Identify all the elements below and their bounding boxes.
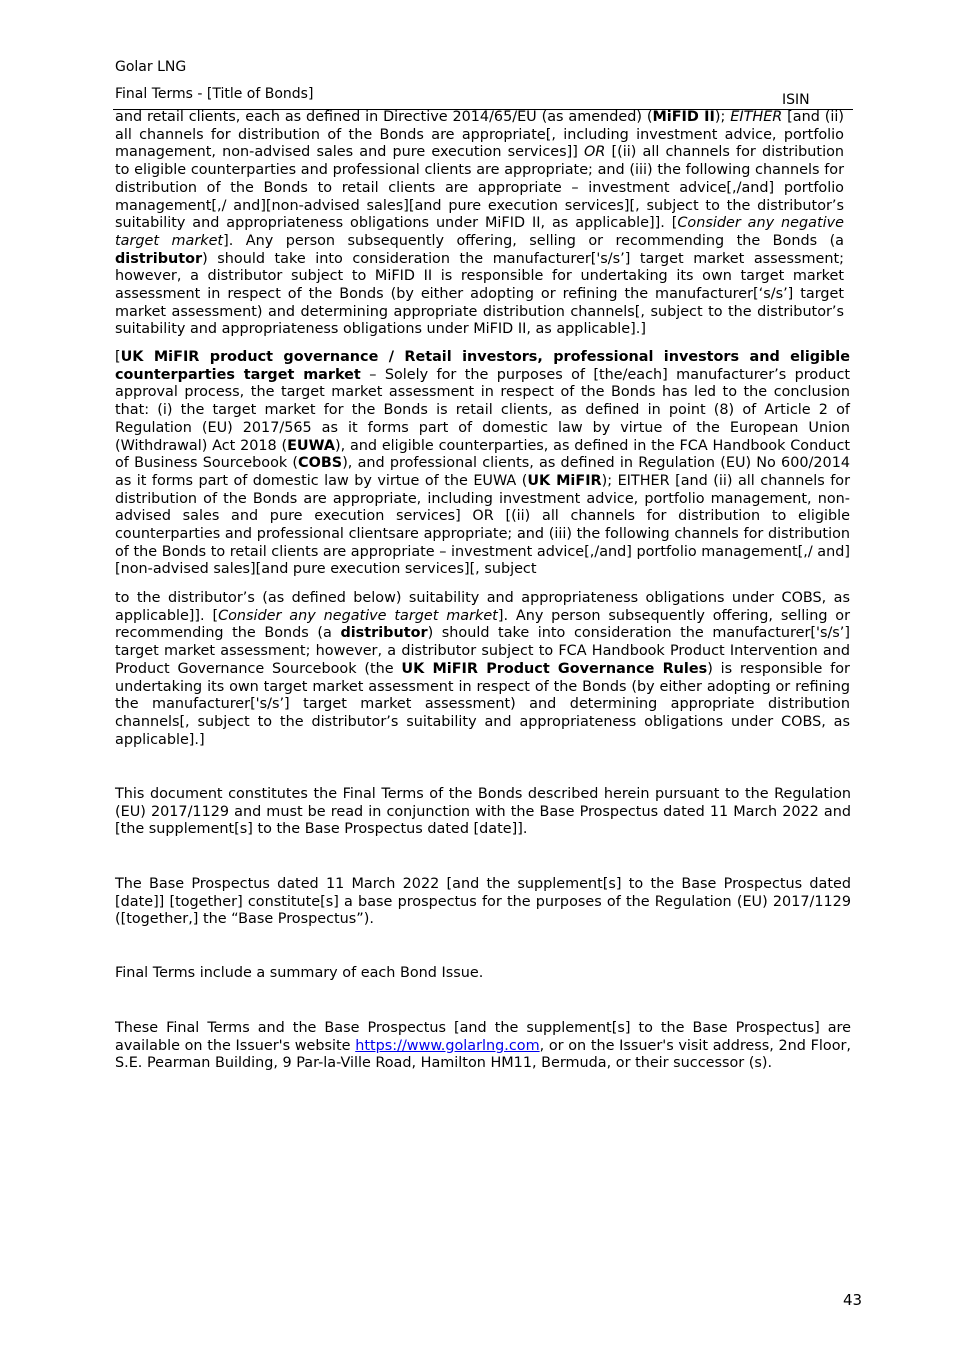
- italic-text: EITHER: [730, 109, 783, 125]
- distributor-paragraph: [115, 590, 850, 749]
- text-run: , or on the Issuer's visit address, 2nd Floor, S.E. Pearman Building, 9 Par-la-Ville Road, Hamilton HM11, Bermuda, or their successor (s).: [115, 1037, 851, 1072]
- text-run: Final Terms include a summary of each Bond Issue.: [115, 965, 484, 981]
- defined-term: COBS: [298, 455, 343, 472]
- text-run: [and (ii) all channels for distribution of the Bonds are appropriate[, including investment advice, portfolio management, non-advised sales and pure execution services]]: [115, 109, 844, 161]
- text-run: These Final Terms and the Base Prospectus [and the supplement[s] to the Base Prospectus] are available on the Issuer's website: [115, 1020, 851, 1054]
- text-run: ), and eligible counterparties, as defined in the FCA Handbook Conduct of Business Sourcebook (: [115, 437, 850, 472]
- text-run: [(ii) all channels for distribution to eligible counterparties and professional clients are appropriate; and (iii) the following channels for distribution of the Bonds to retail clients are appropriate – investment advice[,/and] portfolio management[,/ and][non-advised sales][and pure execution services][, subject to the distributor’s suitability and appropriateness obligations under MiFID II, as applicable]]. [: [115, 144, 844, 232]
- text-run: [: [115, 349, 121, 365]
- defined-term: UK MiFIR: [527, 472, 602, 489]
- text-run: ) is responsible for undertaking its own target market assessment in respect of the Bonds (by either adopting or refining the manufacturer['s/s’] target market assessment) and determining appropriate distribution channels[, subject to the distributor’s suitability and appropriateness obligations under COBS, as applicable].]: [115, 660, 850, 748]
- text-run: ) should take into consideration the manufacturer['s/s’] target market assessment; however, a distributor subject to MiFID II is responsible for undertaking its own target market assessment in respect of the Bonds (by either adopting or refining the manufacturer[‘s/s’] target market assessment) and determining appropriate distribution channels[, subject to the distributor’s suitability and appropriateness obligations under MiFID II, as applicable].]: [115, 250, 844, 338]
- text-run: The Base Prospectus dated 11 March 2022 [and the supplement[s] to the Base Prospectus dated [date]] [together] constitute[s] a base prospectus for the purposes of the Regulation (EU) 2017/1129 ([together,] the “Base Prospectus”).: [115, 876, 851, 928]
- text-run: and retail clients, each as defined in Directive 2014/65/EU (as amended) (: [115, 109, 653, 125]
- issuer-website-link[interactable]: https://www.golarlng.com: [355, 1037, 540, 1054]
- text-run: );: [714, 109, 731, 125]
- mifid-ii-paragraph: [115, 109, 844, 339]
- final-terms-paragraph: [115, 786, 851, 839]
- text-run: ]. Any person subsequently offering, selling or recommending the Bonds (a: [223, 232, 845, 249]
- text-run: – Solely for the purposes of [the/each] manufacturer’s product approval process, the target market assessment in respect of the Bonds has led to the conclusion that: (i) the target market for the Bonds is retail clients, as defined in point (8) of Article 2 of Regulation (EU) 2017/565 as it forms part of domestic law by virtue of the European Union (Withdrawal) Act 2018 (: [115, 366, 850, 454]
- text-run: This document constitutes the Final Terms of the Bonds described herein pursuant to the Regulation (EU) 2017/1129 and must be read in conjunction with the Base Prospectus dated 11 March 2022 and [the supplement[s] to the Base Prospectus dated [date]].: [115, 786, 851, 838]
- defined-term: UK MiFIR product governance / Retail investors, professional investors and eligible counterparties target market: [115, 349, 850, 383]
- company-name: Golar LNG: [115, 59, 187, 75]
- document-title: Final Terms - [Title of Bonds]: [115, 86, 314, 102]
- defined-term: UK MiFIR Product Governance Rules: [401, 660, 708, 677]
- summary-paragraph: [115, 965, 851, 983]
- isin-label: ISIN: [782, 92, 810, 108]
- text-run: ]. Any person subsequently offering, selling or recommending the Bonds (a: [115, 607, 851, 642]
- text-run: ); EITHER [and (ii) all channels for distribution of the Bonds are appropriate, including investment advice, portfolio management, non-advised sales and pure execution services] OR [(ii) all channels for distribution to eligible counterparties and professional clientsare appropriate; and (iii) the following channels for distribution of the Bonds to retail clients are appropriate – investment advice[,/and] portfolio management[,/ and][non-advised sales][and pure execution services][, subject: [115, 472, 850, 578]
- italic-text: Consider any negative target market: [218, 607, 498, 624]
- text-run: ) should take into consideration the manufacturer['s/s’] target market assessment; however, a distributor subject to FCA Handbook Product Intervention and Product Governance Sourcebook (the: [115, 625, 850, 677]
- defined-term: EUWA: [287, 437, 335, 454]
- page-number: 43: [843, 1291, 863, 1309]
- defined-term: MiFID II: [652, 109, 715, 125]
- defined-term: distributor: [340, 625, 428, 642]
- availability-paragraph: [115, 1020, 851, 1073]
- defined-term: distributor: [115, 250, 203, 267]
- text-run: ), and professional clients, as defined in Regulation (EU) No 600/2014 as it forms part of domestic law by virtue of the EUWA (: [115, 455, 851, 489]
- base-prospectus-paragraph: [115, 876, 851, 929]
- uk-mifir-paragraph: [115, 349, 850, 579]
- italic-text: Consider any negative target market: [115, 215, 844, 249]
- text-run: to the distributor’s (as defined below) suitability and appropriateness obligations under COBS, as applicable]]. [: [115, 590, 850, 624]
- italic-text: OR: [584, 144, 606, 161]
